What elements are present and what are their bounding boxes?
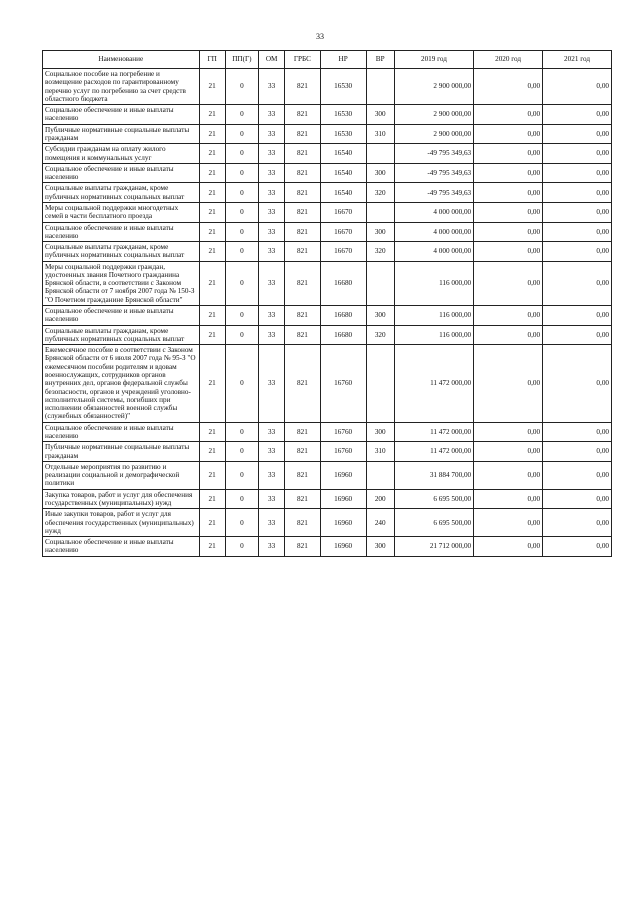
cell-2020: 0,00: [474, 163, 543, 183]
cell-np: 16960: [320, 461, 366, 489]
cell-gp: 21: [199, 144, 225, 164]
header-gp: ГП: [199, 51, 225, 69]
budget-table: [42, 50, 612, 557]
table-row: [43, 261, 612, 305]
cell-gp: 21: [199, 461, 225, 489]
table-row: [43, 105, 612, 125]
cell-np: 16680: [320, 261, 366, 305]
cell-om: 33: [259, 509, 285, 537]
cell-2019: 2 900 000,00: [394, 69, 473, 105]
cell-np: 16680: [320, 325, 366, 345]
cell-2020: 0,00: [474, 325, 543, 345]
cell-np: 16960: [320, 537, 366, 557]
header-om: ОМ: [259, 51, 285, 69]
table-row: [43, 183, 612, 203]
cell-np: 16540: [320, 183, 366, 203]
cell-2021: 0,00: [543, 183, 612, 203]
cell-2019: 116 000,00: [394, 306, 473, 326]
cell-2021: 0,00: [543, 202, 612, 222]
cell-om: 33: [259, 442, 285, 462]
cell-np: 16960: [320, 509, 366, 537]
cell-om: 33: [259, 202, 285, 222]
cell-gp: 21: [199, 345, 225, 423]
cell-2020: 0,00: [474, 242, 543, 262]
cell-name: Социальное обеспечение и иные выплаты населению: [43, 105, 200, 125]
cell-np: 16670: [320, 202, 366, 222]
header-2021: 2021 год: [543, 51, 612, 69]
cell-np: 16540: [320, 144, 366, 164]
cell-grbs: 821: [285, 461, 320, 489]
table-row: [43, 537, 612, 557]
cell-2020: 0,00: [474, 345, 543, 423]
header-row: [43, 51, 612, 69]
cell-vr: 240: [366, 509, 394, 537]
cell-ppgp: 0: [225, 489, 258, 509]
cell-grbs: 821: [285, 261, 320, 305]
cell-ppgp: 0: [225, 509, 258, 537]
cell-om: 33: [259, 242, 285, 262]
cell-2020: 0,00: [474, 144, 543, 164]
cell-2019: 11 472 000,00: [394, 345, 473, 423]
cell-gp: 21: [199, 261, 225, 305]
cell-2020: 0,00: [474, 105, 543, 125]
table-row: [43, 144, 612, 164]
table-row: [43, 489, 612, 509]
cell-vr: 320: [366, 242, 394, 262]
cell-name: Меры социальной поддержки граждан, удостоенных звания Почетного гражданина Брянской области, в соответствии с Законом Брянской области от 7 ноября 2007 года № 150-З "О Почетном гражданине Брянской области": [43, 261, 200, 305]
cell-np: 16760: [320, 422, 366, 442]
cell-ppgp: 0: [225, 124, 258, 144]
cell-2019: 2 900 000,00: [394, 105, 473, 125]
cell-om: 33: [259, 69, 285, 105]
cell-2019: 21 712 000,00: [394, 537, 473, 557]
cell-2019: 4 000 000,00: [394, 202, 473, 222]
cell-ppgp: 0: [225, 144, 258, 164]
cell-2020: 0,00: [474, 442, 543, 462]
table-row: [43, 202, 612, 222]
cell-2021: 0,00: [543, 345, 612, 423]
cell-name: Меры социальной поддержки многодетных семей в части бесплатного проезда: [43, 202, 200, 222]
cell-2021: 0,00: [543, 163, 612, 183]
cell-name: Иные закупки товаров, работ и услуг для обеспечения государственных (муниципальных) нужд: [43, 509, 200, 537]
cell-np: 16760: [320, 442, 366, 462]
cell-2019: 6 695 500,00: [394, 489, 473, 509]
cell-name: Социальное пособие на погребение и возмещение расходов по гарантированному перечню услуг по погребению за счет средств областного бюджета: [43, 69, 200, 105]
cell-2021: 0,00: [543, 461, 612, 489]
cell-2020: 0,00: [474, 509, 543, 537]
cell-2021: 0,00: [543, 509, 612, 537]
cell-vr: [366, 69, 394, 105]
cell-ppgp: 0: [225, 306, 258, 326]
cell-2020: 0,00: [474, 183, 543, 203]
cell-name: Социальное обеспечение и иные выплаты населению: [43, 306, 200, 326]
cell-vr: 300: [366, 105, 394, 125]
cell-ppgp: 0: [225, 69, 258, 105]
cell-grbs: 821: [285, 222, 320, 242]
cell-gp: 21: [199, 442, 225, 462]
header-2019: 2019 год: [394, 51, 473, 69]
cell-2020: 0,00: [474, 261, 543, 305]
cell-gp: 21: [199, 509, 225, 537]
cell-om: 33: [259, 345, 285, 423]
cell-vr: 300: [366, 422, 394, 442]
table-row: [43, 461, 612, 489]
cell-name: Отдельные мероприятия по развитию и реализации социальной и демографической политики: [43, 461, 200, 489]
cell-ppgp: 0: [225, 422, 258, 442]
cell-np: 16760: [320, 345, 366, 423]
cell-name: Социальное обеспечение и иные выплаты населению: [43, 222, 200, 242]
header-grbs: ГРБС: [285, 51, 320, 69]
cell-gp: 21: [199, 242, 225, 262]
cell-gp: 21: [199, 537, 225, 557]
cell-ppgp: 0: [225, 537, 258, 557]
cell-name: Социальное обеспечение и иные выплаты населению: [43, 537, 200, 557]
cell-2019: 4 000 000,00: [394, 222, 473, 242]
table-row: [43, 124, 612, 144]
cell-name: Социальные выплаты гражданам, кроме публичных нормативных социальных выплат: [43, 183, 200, 203]
cell-gp: 21: [199, 105, 225, 125]
cell-name: Субсидии гражданам на оплату жилого помещения и коммунальных услуг: [43, 144, 200, 164]
cell-np: 16670: [320, 242, 366, 262]
cell-2021: 0,00: [543, 242, 612, 262]
cell-2020: 0,00: [474, 124, 543, 144]
cell-np: 16670: [320, 222, 366, 242]
table-row: [43, 306, 612, 326]
cell-om: 33: [259, 489, 285, 509]
cell-gp: 21: [199, 306, 225, 326]
cell-grbs: 821: [285, 105, 320, 125]
cell-2019: 11 472 000,00: [394, 422, 473, 442]
cell-vr: [366, 144, 394, 164]
cell-grbs: 821: [285, 422, 320, 442]
cell-2021: 0,00: [543, 105, 612, 125]
cell-om: 33: [259, 124, 285, 144]
cell-om: 33: [259, 222, 285, 242]
cell-2021: 0,00: [543, 489, 612, 509]
cell-ppgp: 0: [225, 183, 258, 203]
cell-ppgp: 0: [225, 242, 258, 262]
cell-vr: 300: [366, 306, 394, 326]
cell-grbs: 821: [285, 69, 320, 105]
cell-vr: 320: [366, 183, 394, 203]
cell-np: 16680: [320, 306, 366, 326]
cell-gp: 21: [199, 124, 225, 144]
cell-2021: 0,00: [543, 306, 612, 326]
cell-grbs: 821: [285, 306, 320, 326]
cell-vr: 300: [366, 222, 394, 242]
cell-2019: 4 000 000,00: [394, 242, 473, 262]
header-name: Наименование: [43, 51, 200, 69]
header-vr: ВР: [366, 51, 394, 69]
cell-vr: 300: [366, 163, 394, 183]
cell-om: 33: [259, 105, 285, 125]
cell-2019: 31 884 700,00: [394, 461, 473, 489]
cell-name: Публичные нормативные социальные выплаты гражданам: [43, 442, 200, 462]
cell-om: 33: [259, 461, 285, 489]
cell-grbs: 821: [285, 163, 320, 183]
cell-np: 16960: [320, 489, 366, 509]
cell-vr: [366, 261, 394, 305]
table-row: [43, 242, 612, 262]
cell-2019: -49 795 349,63: [394, 183, 473, 203]
cell-gp: 21: [199, 163, 225, 183]
table-row: [43, 509, 612, 537]
cell-np: 16530: [320, 105, 366, 125]
cell-grbs: 821: [285, 202, 320, 222]
cell-vr: 310: [366, 124, 394, 144]
cell-grbs: 821: [285, 442, 320, 462]
cell-2021: 0,00: [543, 69, 612, 105]
cell-vr: 310: [366, 442, 394, 462]
header-2020: 2020 год: [474, 51, 543, 69]
cell-gp: 21: [199, 222, 225, 242]
cell-2021: 0,00: [543, 537, 612, 557]
cell-grbs: 821: [285, 325, 320, 345]
cell-grbs: 821: [285, 345, 320, 423]
cell-2020: 0,00: [474, 422, 543, 442]
table-row: [43, 345, 612, 423]
cell-om: 33: [259, 183, 285, 203]
cell-grbs: 821: [285, 489, 320, 509]
cell-2021: 0,00: [543, 442, 612, 462]
cell-grbs: 821: [285, 144, 320, 164]
cell-name: Ежемесячное пособие в соответствии с Законом Брянской области от 6 июля 2007 года № 95-З "О ежемесячном пособии родителям и вдовам военнослужащих, сотрудников органов внутренних дел, органов федеральной службы безопасности, органов и учреждений уголовно-исполнительной системы, погибших при исполнении обязанностей военной службы (служебных обязанностей)": [43, 345, 200, 423]
cell-2020: 0,00: [474, 489, 543, 509]
cell-grbs: 821: [285, 242, 320, 262]
cell-2019: 6 695 500,00: [394, 509, 473, 537]
cell-grbs: 821: [285, 183, 320, 203]
cell-ppgp: 0: [225, 345, 258, 423]
cell-name: Публичные нормативные социальные выплаты гражданам: [43, 124, 200, 144]
cell-grbs: 821: [285, 124, 320, 144]
cell-ppgp: 0: [225, 261, 258, 305]
table-row: [43, 69, 612, 105]
cell-2021: 0,00: [543, 222, 612, 242]
cell-vr: [366, 345, 394, 423]
cell-2020: 0,00: [474, 222, 543, 242]
cell-grbs: 821: [285, 509, 320, 537]
cell-2021: 0,00: [543, 144, 612, 164]
cell-name: Социальное обеспечение и иные выплаты населению: [43, 163, 200, 183]
cell-2020: 0,00: [474, 461, 543, 489]
cell-2019: 116 000,00: [394, 325, 473, 345]
cell-2019: 116 000,00: [394, 261, 473, 305]
cell-gp: 21: [199, 489, 225, 509]
cell-vr: [366, 461, 394, 489]
table-row: [43, 422, 612, 442]
table-row: [43, 325, 612, 345]
cell-np: 16530: [320, 124, 366, 144]
cell-2020: 0,00: [474, 306, 543, 326]
table-row: [43, 163, 612, 183]
cell-vr: [366, 202, 394, 222]
cell-2019: -49 795 349,63: [394, 163, 473, 183]
cell-name: Социальные выплаты гражданам, кроме публичных нормативных социальных выплат: [43, 242, 200, 262]
cell-om: 33: [259, 306, 285, 326]
cell-om: 33: [259, 325, 285, 345]
cell-ppgp: 0: [225, 163, 258, 183]
table-row: [43, 222, 612, 242]
page-number: 33: [316, 32, 324, 41]
cell-om: 33: [259, 422, 285, 442]
cell-np: 16540: [320, 163, 366, 183]
cell-2021: 0,00: [543, 261, 612, 305]
cell-om: 33: [259, 537, 285, 557]
cell-np: 16530: [320, 69, 366, 105]
cell-name: Социальные выплаты гражданам, кроме публичных нормативных социальных выплат: [43, 325, 200, 345]
cell-ppgp: 0: [225, 202, 258, 222]
cell-ppgp: 0: [225, 461, 258, 489]
cell-2021: 0,00: [543, 124, 612, 144]
cell-vr: 320: [366, 325, 394, 345]
cell-2019: 2 900 000,00: [394, 124, 473, 144]
cell-grbs: 821: [285, 537, 320, 557]
cell-2019: 11 472 000,00: [394, 442, 473, 462]
cell-om: 33: [259, 163, 285, 183]
cell-gp: 21: [199, 69, 225, 105]
cell-om: 33: [259, 144, 285, 164]
cell-ppgp: 0: [225, 222, 258, 242]
cell-gp: 21: [199, 422, 225, 442]
cell-vr: 300: [366, 537, 394, 557]
cell-2020: 0,00: [474, 69, 543, 105]
cell-2021: 0,00: [543, 422, 612, 442]
cell-2020: 0,00: [474, 537, 543, 557]
header-np: НР: [320, 51, 366, 69]
cell-vr: 200: [366, 489, 394, 509]
cell-2021: 0,00: [543, 325, 612, 345]
cell-ppgp: 0: [225, 105, 258, 125]
header-ppgp: ПП(Г): [225, 51, 258, 69]
cell-2020: 0,00: [474, 202, 543, 222]
cell-name: Социальное обеспечение и иные выплаты населению: [43, 422, 200, 442]
cell-name: Закупка товаров, работ и услуг для обеспечения государственных (муниципальных) нужд: [43, 489, 200, 509]
cell-gp: 21: [199, 183, 225, 203]
cell-ppgp: 0: [225, 442, 258, 462]
cell-ppgp: 0: [225, 325, 258, 345]
cell-2019: -49 795 349,63: [394, 144, 473, 164]
cell-gp: 21: [199, 325, 225, 345]
table-row: [43, 442, 612, 462]
cell-om: 33: [259, 261, 285, 305]
cell-gp: 21: [199, 202, 225, 222]
